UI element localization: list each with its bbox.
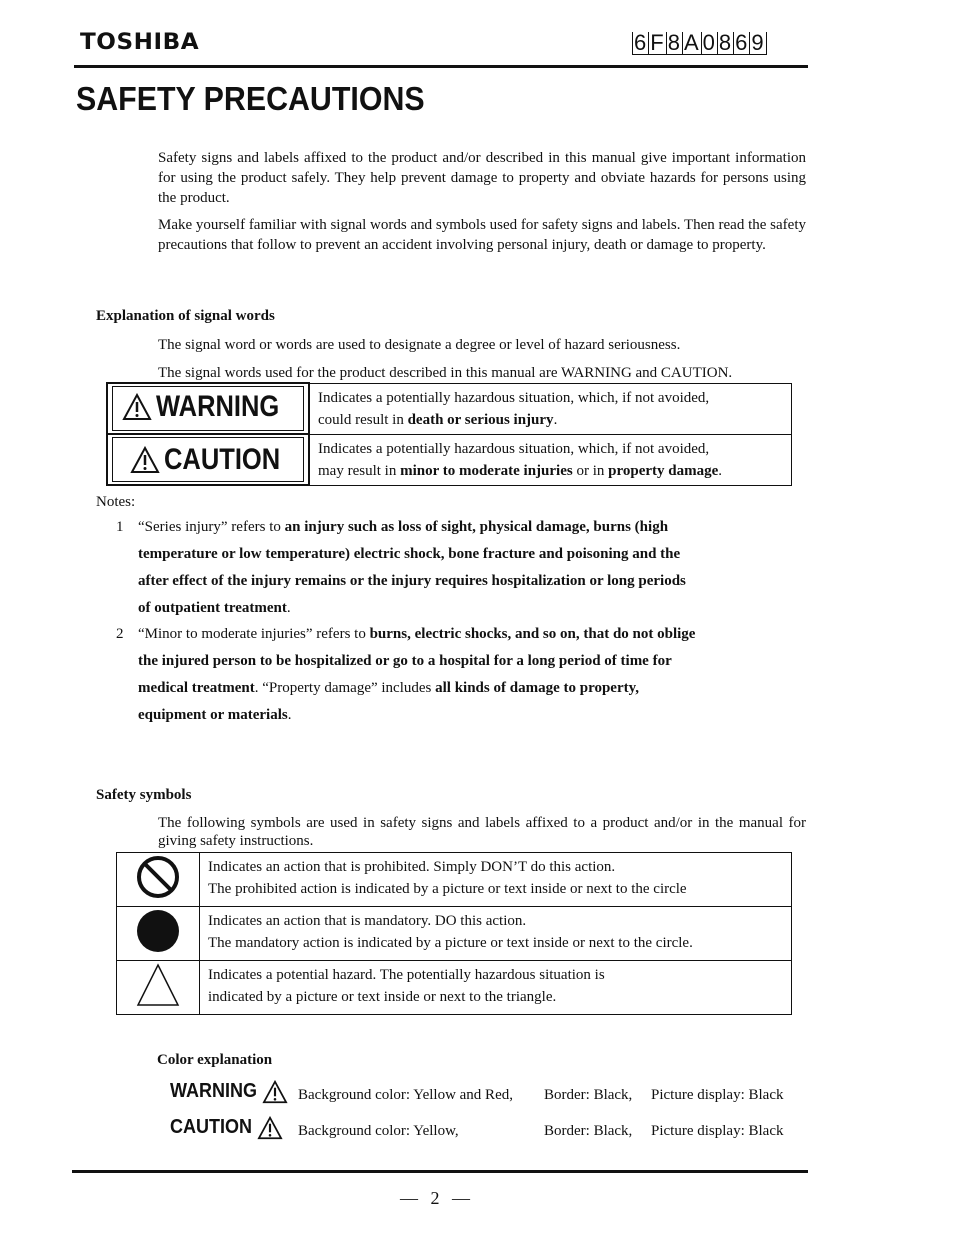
intro-paragraph-1: Safety signs and labels affixed to the product and/or described in this manual give important information for using the product safely. They help prevent damage to property and obviate hazards for persons using the product. (158, 150, 806, 206)
note-2-number: 2 (116, 626, 124, 642)
symbol-row-mandatory (117, 907, 792, 961)
document-number-char: 6 (735, 30, 749, 55)
color-row-warning (170, 1080, 810, 1108)
warning-description: Indicates a potentially hazardous situation, which, if not avoided, could result in death or serious injury. (309, 383, 792, 434)
signal-words-paragraph-1: The signal word or words are used to designate a degree or level of hazard seriousness. (158, 337, 681, 353)
note-1-text: “Series injury” refers to an injury such as loss of sight, physical damage, burns (high temperature or low temperature) electric shock, bone fracture and poisoning and the after effect of the injury remains or the injury requires hospitalization or long periods of outpatient treatment. (138, 519, 686, 616)
caution-label: CAUTION (164, 443, 281, 476)
document-number-char: 0 (702, 30, 716, 55)
footer-rule (72, 1170, 808, 1173)
intro-paragraph-2: Make yourself familiar with signal words and symbols used for safety signs and labels. Then read the safety precautions that follow to prevent an accident involving personal injury, death or damage to property. (158, 217, 806, 253)
caution-triangle-icon (257, 1116, 283, 1140)
warning-triangle-icon (122, 393, 152, 421)
document-number (632, 30, 767, 56)
mandatory-icon (135, 908, 181, 954)
caution-triangle-icon (130, 446, 160, 474)
color-row-caution (170, 1116, 810, 1144)
header-rule (74, 65, 808, 68)
document-number-char: 9 (751, 30, 765, 55)
color-warning-background: Background color: Yellow and Red, (298, 1087, 513, 1103)
hazard-description: Indicates a potential hazard. The potentially hazardous situation is indicated by a picture or text inside or next to the triangle. (200, 961, 792, 1015)
note-2-text: “Minor to moderate injuries” refers to burns, electric shocks, and so on, that do not oblige the injured person to be hospitalized or go to a hospital for a long period of time for medical treatment. “Property damage” includes all kinds of damage to property, equipment or materials. (138, 626, 696, 723)
color-caution-picture: Picture display: Black (651, 1123, 784, 1139)
color-explanation-heading: Color explanation (157, 1052, 273, 1068)
prohibited-description: Indicates an action that is prohibited. Simply DON’T do this action. The prohibited action is indicated by a picture or text inside or next to the circle (200, 853, 792, 907)
signal-row-warning (107, 383, 792, 434)
color-warning-border: Border: Black, (544, 1087, 633, 1103)
prohibition-icon (135, 854, 181, 900)
document-number-char: F (650, 30, 665, 55)
document-number-char: 8 (718, 30, 733, 55)
page-number: — 2 — (400, 1188, 474, 1208)
signal-words-table (106, 382, 792, 486)
caution-description: Indicates a potentially hazardous situation, which, if not avoided, may result in minor to moderate injuries or in property damage. (309, 434, 792, 485)
safety-symbols-heading: Safety symbols (96, 787, 192, 803)
note-1-number: 1 (116, 519, 124, 535)
document-number-char: 8 (667, 30, 681, 55)
hazard-triangle-icon (135, 962, 181, 1008)
safety-symbols-table (116, 852, 792, 1015)
document-number-char: A (683, 30, 700, 55)
signal-row-caution (107, 434, 792, 485)
mandatory-description: Indicates an action that is mandatory. DO this action. The mandatory action is indicated by a picture or text inside or next to the circle. (200, 907, 792, 961)
symbol-row-prohibited (117, 853, 792, 907)
notes-label: Notes: (96, 494, 136, 510)
color-caution-label: CAUTION (170, 1116, 252, 1138)
warning-triangle-icon (262, 1080, 288, 1104)
document-number-char: 6 (634, 30, 648, 55)
color-caution-border: Border: Black, (544, 1123, 633, 1139)
color-caution-background: Background color: Yellow, (298, 1123, 459, 1139)
color-warning-label: WARNING (170, 1080, 258, 1102)
brand-logo: TOSHIBA (80, 30, 200, 55)
page-title: SAFETY PRECAUTIONS (76, 80, 425, 117)
color-warning-picture: Picture display: Black (651, 1087, 784, 1103)
signal-words-heading: Explanation of signal words (96, 308, 275, 324)
signal-words-paragraph-2: The signal words used for the product described in this manual are WARNING and CAUTION. (158, 365, 733, 381)
symbol-row-hazard (117, 961, 792, 1015)
safety-symbols-paragraph: The following symbols are used in safety signs and labels affixed to a product and/or in the manual for giving safety instructions. (158, 815, 806, 849)
warning-label: WARNING (156, 390, 280, 423)
